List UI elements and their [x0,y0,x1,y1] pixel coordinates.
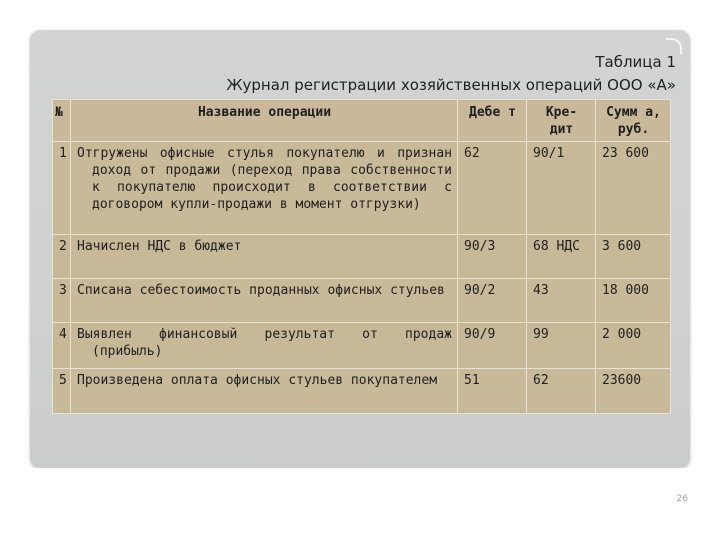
row-operation-name [71,142,458,235]
row-operation-name [71,235,458,279]
row-sum: 23600 [596,369,671,414]
row-operation-name [71,279,458,323]
table-caption-title: Журнал регистрации хозяйственных операций ООО «А» [226,76,676,94]
header-sum: Сумм а, руб. [596,100,671,142]
row-sum: 3 600 [596,235,671,279]
slide-footer-area [30,468,690,520]
row-debit: 90/9 [458,323,527,369]
table-caption-number: Таблица 1 [595,53,676,71]
table-row [53,142,671,235]
row-sum: 23 600 [596,142,671,235]
row-credit: 62 [527,369,596,414]
table-row [53,235,671,279]
header-debit: Дебе т [458,100,527,142]
header-operation-name: Название операции [71,100,458,142]
row-debit: 62 [458,142,527,235]
row-credit: 99 [527,323,596,369]
table-row [53,369,671,414]
row-debit: 90/3 [458,235,527,279]
table-header-row [53,100,671,142]
row-sum: 2 000 [596,323,671,369]
row-number: 4 [53,323,71,369]
row-operation-name [71,323,458,369]
row-number: 2 [53,235,71,279]
row-sum: 18 000 [596,279,671,323]
table-row [53,323,671,369]
row-number: 3 [53,279,71,323]
row-operation-text: Начислен НДС в бюджет [77,239,242,254]
row-operation-name [71,369,458,414]
row-number: 5 [53,369,71,414]
row-operation-text: Отгружены офисные стулья покупателю и признан доход от продажи (переход права собственности к покупателю происходит в соответствии с договором купли-продажи в момент отгрузки) [77,146,452,212]
row-operation-text: Списана себестоимость проданных офисных стульев [77,283,445,298]
row-number: 1 [53,142,71,235]
row-operation-text: Выявлен финансовый результат от продаж (прибыль) [77,327,452,359]
row-credit: 68 НДС [527,235,596,279]
header-number: № [53,100,71,142]
row-credit: 43 [527,279,596,323]
table-row [53,279,671,323]
row-operation-text: Произведена оплата офисных стульев покупателем [77,373,438,388]
frame-corner-decoration [666,38,682,54]
row-debit: 51 [458,369,527,414]
row-credit: 90/1 [527,142,596,235]
row-debit: 90/2 [458,279,527,323]
header-credit: Кре- дит [527,100,596,142]
slide-page-number: 26 [676,494,688,504]
operations-journal-table [52,99,671,414]
